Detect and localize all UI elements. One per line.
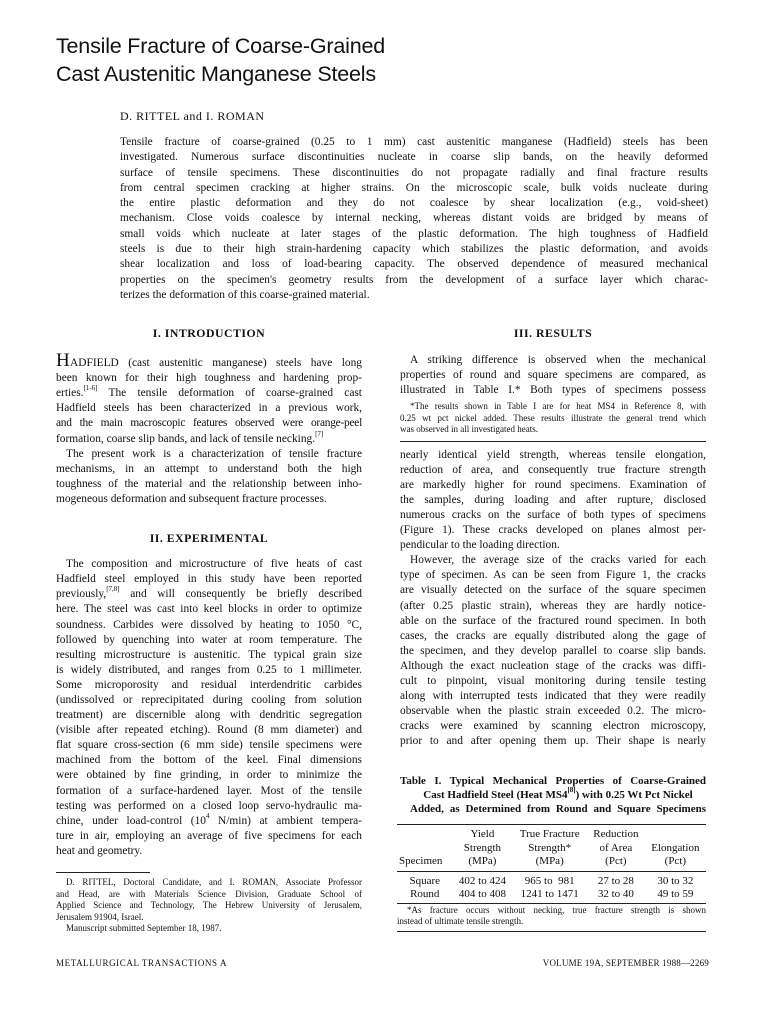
results-line: along with interrupted tests indicated that they were readily (400, 690, 706, 703)
page-info: VOLUME 19A, SEPTEMBER 1988—2269 (542, 958, 709, 968)
results-line: type of specimen. As can be seen from Figure 1, the cracks (400, 569, 706, 582)
exp-line: soundness. Carbides were dissolved by heating to 1050 °C, (56, 618, 362, 631)
abstract-line: mechanism. Close voids coalesce by internal necking, whereas distant voids are bridged by means of (120, 212, 708, 225)
table-header: (Pct) (605, 855, 627, 867)
exp-line: The composition and microstructure of five heats of cast (66, 558, 362, 571)
exp-line: (visible after repeated etching). Round (8 mm diameter) and (56, 724, 362, 737)
table-header (397, 825, 453, 842)
intro-line: HADFIELD (cast austenitic manganese) steels have long (56, 350, 362, 372)
results-line: cracks were examined by scanning electron microscopy, (400, 720, 706, 733)
table-footnote (397, 905, 706, 932)
results-line: cases, the cracks are equally distributed along the gage of (400, 629, 706, 642)
exp-line: ture in air, employing an average of five specimens for each (56, 829, 362, 842)
results-footnote-line: 0.25 wt pct nickel added. These results illustrate the general trend which (400, 412, 706, 423)
table-cell: 30 to 32 (645, 871, 706, 888)
results-footnote-line: was observed in all investigated heats. (400, 424, 538, 435)
exp-line: (undissolved or reprecipitated during cooling from solution (56, 693, 362, 706)
affiliation-line: Jerusalem 91904, Israel. (56, 911, 144, 922)
exp-line: Some microporosity and residual interdendritic carbides (56, 678, 362, 691)
affiliation-footnote (56, 868, 362, 935)
abstract-line: shear localization and loss of load-bearing capacity. The observed dependence of measured mechanical (120, 258, 708, 271)
results-line: However, the average size of the cracks varied for each (410, 554, 706, 567)
intro-line: Hadfield steels has been characterized in a previous work, (56, 402, 362, 415)
table-cell: 965 to 981 (512, 871, 587, 888)
table-header: (Pct) (664, 855, 687, 867)
table-header: Reduction (593, 828, 639, 840)
table-cell: 1241 to 1471 (512, 888, 587, 904)
table-header: (MPa) (535, 855, 564, 867)
abstract-line: steels is due to their high strain-hardening capacity which stabilizes the plastic deformation, and avoids (120, 243, 708, 256)
table-row (397, 871, 706, 888)
abstract-line: small voids which nucleate at later stages of the plastic deformation. The high toughness of Hadfield (120, 227, 708, 240)
results-line: numerous cracks on the surface of both types of specimens (400, 508, 706, 521)
intro-line: mechanisms, in an attempt to understand both the high (56, 462, 362, 475)
table-cell: 27 to 28 (587, 871, 645, 888)
results-footnote-line: *The results shown in Table I are for heat MS4 in Reference 8, with (410, 401, 706, 412)
journal-name: METALLURGICAL TRANSACTIONS A (56, 958, 228, 968)
affiliation-line: Manuscript submitted September 18, 1987. (66, 923, 222, 934)
intro-line: been known for their high toughness and hardening prop- (56, 372, 362, 385)
table-cell: 404 to 408 (453, 888, 513, 904)
results-footnote (400, 401, 706, 441)
citation: [8] (567, 786, 576, 794)
title-line-2: Cast Austenitic Manganese Steels (56, 62, 376, 86)
results-line: properties of round and square specimens are compared, as (400, 369, 706, 382)
table-header (645, 825, 706, 842)
results-line: prior to and after opening them up. Their shape is nearly (400, 735, 706, 748)
results-line: able on the surface of the fractured round specimen. In both (400, 614, 706, 627)
affiliation-line: and Head, are with Materials Science Division, Graduate School of (56, 888, 362, 899)
table-header-specimen: Specimen (399, 855, 443, 867)
caption-line: Table I. Typical Mechanical Properties of Coarse-Grained (400, 775, 706, 787)
table-cell: Square (397, 871, 453, 888)
right-column (400, 326, 706, 749)
article-title (56, 32, 736, 88)
exp-line: heat and geometry. (56, 844, 143, 857)
section-heading-results: III. RESULTS (513, 326, 593, 340)
introduction-text (56, 350, 362, 507)
results-line: are markedly higher for round specimens. Examination of (400, 478, 706, 491)
authors: D. RITTEL and I. ROMAN (120, 109, 265, 123)
dropcap: H (56, 350, 71, 372)
section-heading-experimental: II. EXPERIMENTAL (149, 531, 269, 546)
table-header: (MPa) (468, 855, 497, 867)
caption-line: Added, as Determined from Round and Square Specimens (410, 803, 706, 815)
table-cell: 49 to 59 (645, 888, 706, 904)
title-line-1: Tensile Fracture of Coarse-Grained (56, 34, 385, 58)
table-header: of Area (599, 841, 633, 854)
results-line: cult to pinpoint, visual monitoring during tensile testing (400, 675, 706, 687)
intro-line: mogeneous deformation and subsequent fracture processes. (56, 492, 327, 505)
table-caption (400, 774, 706, 816)
exp-line: machined from the bottom of the keel. Final dimensions (56, 754, 362, 767)
abstract-line: surface of tensile specimens. These discontinuities do not propagate radially and final fracture results (120, 166, 708, 179)
exp-line: here. The steel was cast into keel blocks in order to optimize (56, 603, 362, 616)
results-line: observable when the plastic strain exceeded 0.2. The micro- (400, 705, 706, 718)
results-text-b (400, 448, 706, 750)
intro-line: formation, coarse slip bands, and lack of tensile necking.[7] (56, 429, 324, 445)
citation: [1-6] (83, 384, 98, 393)
abstract-line: terizes the deformation of this coarse-grained material. (120, 288, 370, 301)
table-row (397, 888, 706, 904)
intro-line: erties.[1-6] The tensile deformation of coarse-grained cast (56, 384, 362, 400)
exp-line: chine, under load-control ($10^4$ N/min) at ambient tempera- (56, 811, 362, 827)
intro-line: The present work is a characterization of tensile fracture (66, 447, 362, 460)
results-text-a (400, 353, 706, 398)
table-cell: 402 to 424 (453, 871, 513, 888)
table-header: True Fracture (519, 828, 580, 840)
results-line: illustrated in Table I.* Both types of specimens possess (400, 384, 706, 397)
exp-line: Hadfield steel employed in this study have been reported (56, 573, 362, 586)
exp-line: formation of a surface-hardened layer. Most of the tensile (56, 784, 362, 797)
results-line: A striking difference is observed when the mechanical (410, 354, 706, 367)
exp-line: is widely distributed, and ranges from 0.25 to 1 millimeter. (56, 663, 362, 676)
properties-table (397, 824, 706, 904)
table-footnote-line: instead of ultimate tensile strength. (397, 916, 524, 927)
experimental-text (56, 557, 362, 859)
exp-line: followed by quenching into water at room temperature. The (56, 633, 362, 646)
exp-line: were obtained by fine grinding, in order to minimize the (56, 769, 362, 782)
exp-line: previously,[7,8] and will consequently be briefly described (56, 585, 362, 601)
table-header (397, 842, 453, 856)
intro-line: and the main macroscopic features observed were orange-peel (56, 417, 362, 430)
results-line: pendicular to the loading direction. (400, 539, 560, 552)
section-heading-introduction: I. INTRODUCTION (152, 326, 266, 340)
exp-line: flat square cross-section (6 mm side) tensile specimens were (56, 739, 362, 752)
table-header: Strength (463, 841, 502, 854)
table-cell: Round (397, 888, 453, 904)
abstract-line: from central specimen cracking at higher strains. On the microscopic scale, bulk voids nucleate during (120, 181, 708, 194)
results-line: nearly identical yield strength, whereas tensile elongation, (400, 448, 706, 461)
table-footnote-line: *As fracture occurs without necking, true fracture strength is shown (407, 905, 706, 915)
table-end-rule (397, 931, 706, 932)
citation: [7,8] (106, 585, 120, 594)
table-header: Strength* (528, 841, 572, 854)
results-line: the specimen, and they develop parallel to coarse slip bands. (400, 644, 706, 657)
affiliation-line: D. RITTEL, Doctoral Candidate, and I. ROMAN, Associate Professor (66, 877, 362, 887)
exponent: 4 (205, 811, 210, 820)
exp-line: treatment) are discernible along with dendritic segregation (56, 709, 362, 722)
citation: [7] (315, 429, 324, 438)
abstract-line: properties on the specimen's geometry results from the development of a surface layer which charac- (120, 273, 708, 286)
table-header: Elongation (651, 841, 700, 854)
results-line: the samples, during loading and after rupture, disclosed (400, 493, 706, 506)
abstract (120, 135, 708, 303)
results-line: (after 0.25 plastic strain), whereas they are hardly notice- (400, 599, 706, 612)
abstract-line: investigated. Numerous surface discontinuities nucleate in coarse slip bands, on the heavily deformed (120, 151, 708, 164)
table-cell: 32 to 40 (587, 888, 645, 904)
results-line: (Figure 1). These cracks developed on planes almost per- (400, 524, 706, 537)
results-line: reduction of area, and consequently true fracture strength (400, 463, 706, 476)
caption-line: Cast Hadfield Steel (Heat MS4[8]) with 0.25 Wt Pct Nickel (423, 786, 693, 801)
exp-line: testing was performed on a closed loop servo-hydraulic ma- (56, 799, 362, 812)
table-header: Yield (470, 828, 495, 840)
intro-line: toughness of the material and the relationship between inho- (56, 477, 362, 490)
left-column (56, 326, 362, 859)
results-line: Although the exact nucleation stage of the cracks was diffi- (400, 659, 706, 672)
results-line: are visually detected on the surface of the square specimen (400, 584, 706, 597)
affiliation-line: Applied Science and Technology, The Hebrew University of Jerusalem, (56, 900, 362, 911)
footnote-rule (56, 872, 150, 873)
exp-line: resulting microstructure is austenitic. The typical grain size (56, 648, 362, 661)
abstract-line: Tensile fracture of coarse-grained (0.25 to 1 mm) cast austenitic manganese (Hadfield) steels has been (120, 136, 708, 148)
abstract-line: the entire plastic deformation and they do not coalesce by shear localization (e.g., void-sheet) (120, 197, 708, 210)
